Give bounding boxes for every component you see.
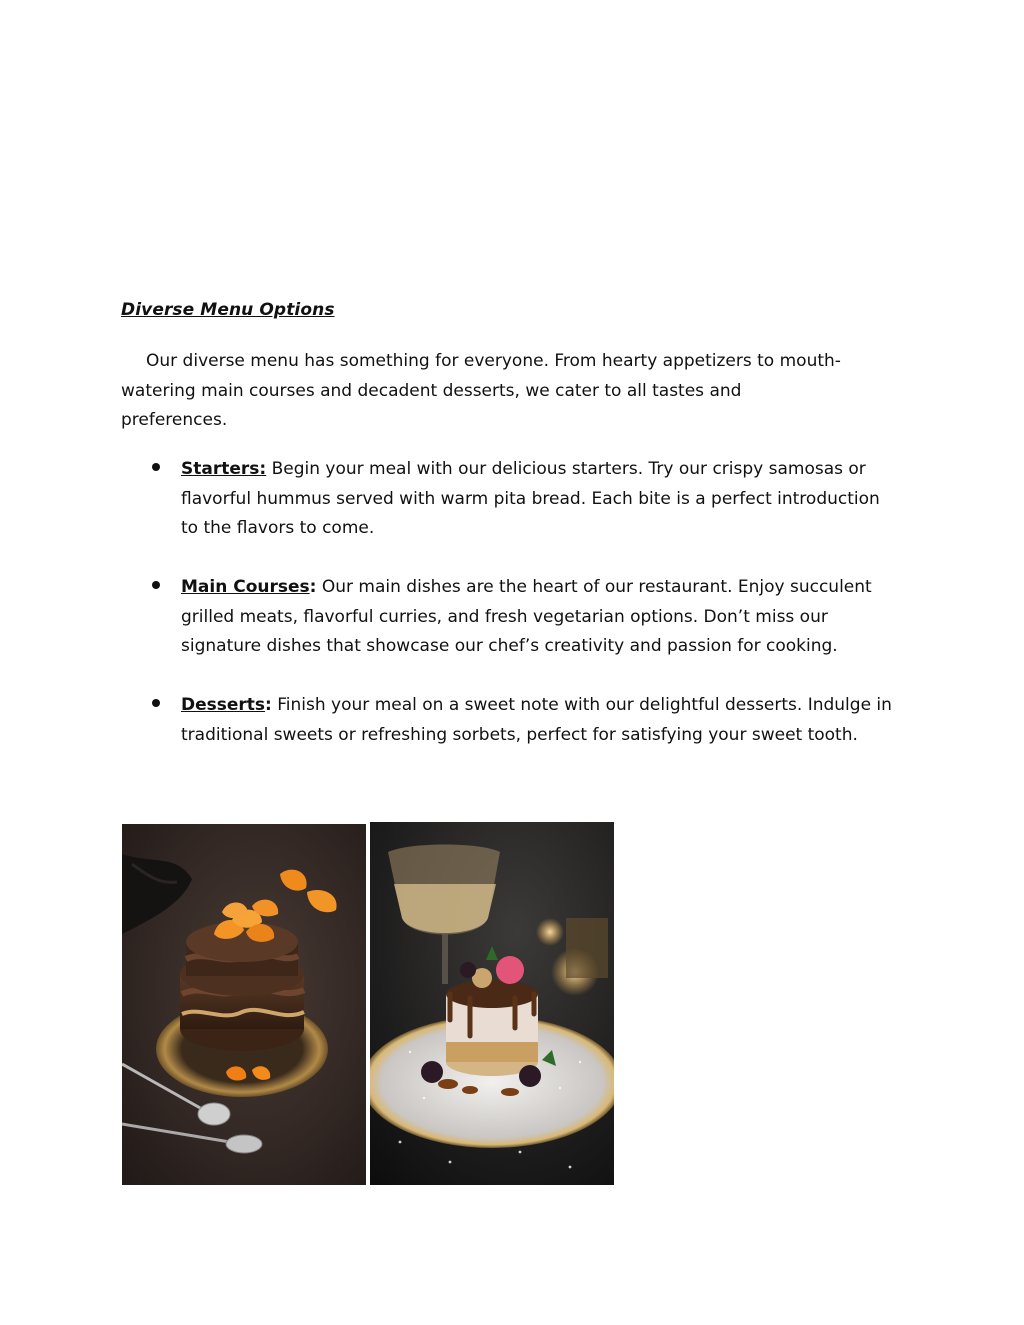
item-term: Main Courses (181, 577, 310, 597)
item-term: Starters: (181, 459, 267, 479)
section-heading: Diverse Menu Options (121, 300, 335, 320)
list-item-text (181, 573, 901, 662)
item-colon: : (309, 577, 317, 597)
bullet-icon (152, 463, 160, 471)
item-colon: : (265, 695, 272, 715)
item-description: Begin your meal with our delicious starters. Try our crispy samosas or flavorful hummus served with warm pita bread. Each bite is a perfect introduction to the flavors to come. (181, 459, 880, 538)
item-description: Finish your meal on a sweet note with our delightful desserts. Indulge in traditional sweets or refreshing sorbets, perfect for satisfying your sweet tooth. (181, 695, 892, 745)
item-description: Our main dishes are the heart of our restaurant. Enjoy succulent grilled meats, flavorful curries, and fresh vegetarian options. Don’t miss our signature dishes that showcase our chef’s creativity and passion for cooking. (181, 577, 872, 656)
list-item-text (181, 691, 901, 750)
list-item-text (181, 455, 901, 544)
bullet-icon (152, 699, 160, 707)
item-term: Desserts (181, 695, 266, 715)
dessert-photo-chocolate-cake (122, 824, 366, 1185)
dessert-photo-mousse-cake (370, 822, 614, 1185)
bullet-icon (152, 581, 160, 589)
intro-paragraph: Our diverse menu has something for everyone. From hearty appetizers to mouth-watering main courses and decadent desserts, we cater to all tastes and preferences. (121, 351, 841, 430)
